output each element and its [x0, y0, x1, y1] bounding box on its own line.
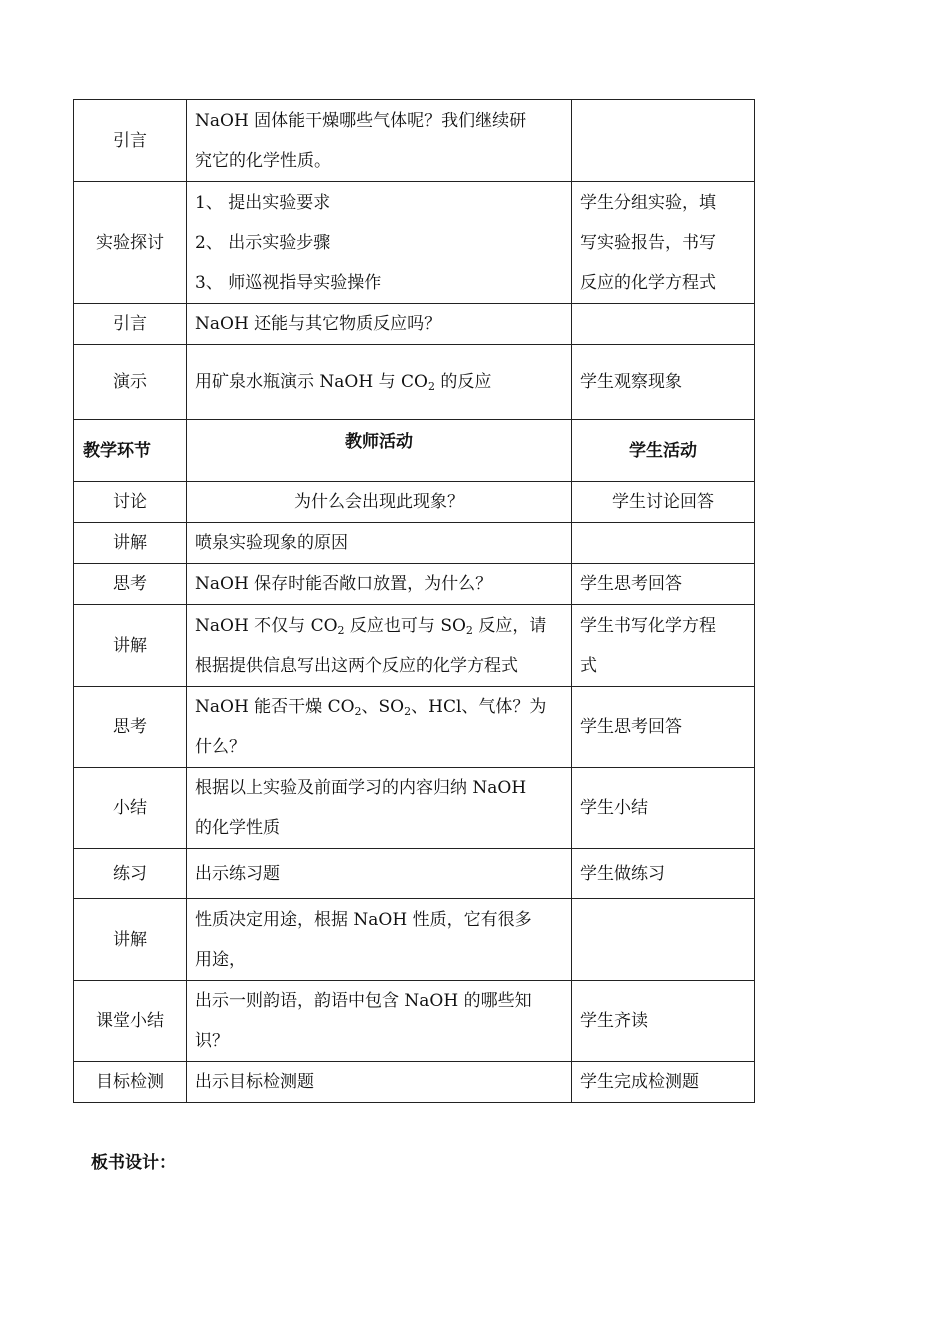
- teacher-activity-cell: [187, 345, 572, 420]
- table-row: [74, 564, 755, 605]
- stage-cell: 引言: [74, 304, 187, 345]
- teacher-activity-cell: [187, 605, 572, 687]
- teacher-activity-cell: NaOH 保存时能否敞口放置，为什么？: [187, 564, 572, 605]
- student-activity-line: 写实验报告，书写: [580, 232, 716, 253]
- stage-cell: 演示: [74, 345, 187, 420]
- teacher-activity-line: 出示一则韵语，韵语中包含 NaOH 的哪些知: [195, 991, 532, 1011]
- stage-cell: 实验探讨: [74, 182, 187, 304]
- teacher-activity-line: [195, 606, 563, 646]
- teacher-activity-cell: [187, 768, 572, 849]
- teacher-activity-line: 究它的化学性质。: [195, 150, 331, 171]
- teacher-activity-line: 3、 师巡视指导实验操作: [195, 272, 382, 293]
- table-row: [74, 687, 755, 768]
- subscript: 2: [354, 705, 362, 718]
- table-row: [74, 768, 755, 849]
- table-row: [74, 981, 755, 1062]
- subscript: 2: [404, 705, 412, 718]
- teacher-activity-cell: [187, 899, 572, 981]
- teacher-activity-line: 用途，: [195, 949, 246, 970]
- student-activity-line: 式: [580, 655, 597, 676]
- teacher-activity-line: 根据以上实验及前面学习的内容归纳 NaOH: [195, 778, 527, 798]
- student-activity-cell: [572, 182, 755, 304]
- stage-cell: 讲解: [74, 523, 187, 564]
- table-row: [74, 1062, 755, 1103]
- table-row: [74, 605, 755, 687]
- stage-cell: 引言: [74, 100, 187, 182]
- student-activity-cell: 学生齐读: [572, 981, 755, 1062]
- board-design-heading: 板书设计：: [91, 1153, 176, 1173]
- table-row: [74, 849, 755, 899]
- stage-cell: 讲解: [74, 899, 187, 981]
- teacher-activity-line: 2、 出示实验步骤: [195, 232, 331, 253]
- subscript: 2: [465, 623, 473, 637]
- stage-cell: 讲解: [74, 605, 187, 687]
- stage-cell: 目标检测: [74, 1062, 187, 1103]
- table-row: [74, 482, 755, 523]
- teacher-activity-line: 的化学性质: [195, 818, 280, 838]
- student-activity-cell: [572, 100, 755, 182]
- stage-cell: 练习: [74, 849, 187, 899]
- table-row: [74, 100, 755, 182]
- teacher-activity-line: [195, 687, 563, 727]
- table-row: [74, 899, 755, 981]
- student-activity-cell: 学生小结: [572, 768, 755, 849]
- student-activity-cell: [572, 605, 755, 687]
- stage-cell: 课堂小结: [74, 981, 187, 1062]
- teacher-activity-cell: [187, 687, 572, 768]
- stage-cell: 小结: [74, 768, 187, 849]
- teacher-activity-cell: [187, 981, 572, 1062]
- lesson-plan-table: [73, 99, 755, 1103]
- teacher-activity-cell: 为什么会出现此现象？: [187, 482, 572, 523]
- student-activity-cell: 学生思考回答: [572, 687, 755, 768]
- table-header-row: [74, 420, 755, 482]
- header-teacher-activity: 教师活动: [187, 420, 572, 482]
- stage-cell: 思考: [74, 564, 187, 605]
- student-activity-cell: [572, 899, 755, 981]
- teacher-activity-line: 识？: [195, 1031, 229, 1051]
- text-run: 、SO: [361, 697, 405, 717]
- text-run: 反应也可与 SO: [344, 615, 466, 636]
- student-activity-cell: 学生讨论回答: [572, 482, 755, 523]
- teacher-activity-cell: 出示练习题: [187, 849, 572, 899]
- teacher-activity-line: 根据提供信息写出这两个反应的化学方程式: [195, 655, 518, 676]
- text-run: NaOH 不仅与 CO: [195, 615, 338, 636]
- student-activity-cell: 学生观察现象: [572, 345, 755, 420]
- subscript: 2: [427, 380, 435, 393]
- text-run: NaOH 能否干燥 CO: [195, 697, 355, 717]
- text-run: 、HCl、气体？为: [411, 697, 547, 717]
- student-activity-cell: 学生做练习: [572, 849, 755, 899]
- teacher-activity-line: NaOH 固体能干燥哪些气体呢？我们继续研: [195, 110, 527, 131]
- student-activity-cell: [572, 523, 755, 564]
- student-activity-cell: [572, 304, 755, 345]
- subscript: 2: [337, 623, 345, 637]
- teacher-activity-line: 什么？: [195, 737, 246, 757]
- header-student-activity: 学生活动: [572, 420, 755, 482]
- text-run: 用矿泉水瓶演示 NaOH 与 CO: [195, 372, 428, 392]
- student-activity-cell: 学生思考回答: [572, 564, 755, 605]
- header-stage: 教学环节: [74, 420, 187, 482]
- table-row: [74, 345, 755, 420]
- table-row: [74, 182, 755, 304]
- text-run: 反应，请: [472, 615, 547, 636]
- teacher-activity-cell: NaOH 还能与其它物质反应吗？: [187, 304, 572, 345]
- teacher-activity-line: 性质决定用途，根据 NaOH 性质，它有很多: [195, 909, 532, 930]
- table-row: [74, 304, 755, 345]
- text-run: 的反应: [434, 372, 492, 392]
- teacher-activity-line: 1、 提出实验要求: [195, 192, 331, 213]
- student-activity-line: 学生分组实验，填: [580, 192, 716, 213]
- teacher-activity-cell: [187, 100, 572, 182]
- student-activity-line: 学生书写化学方程: [580, 615, 716, 636]
- teacher-activity-cell: 喷泉实验现象的原因: [187, 523, 572, 564]
- student-activity-cell: 学生完成检测题: [572, 1062, 755, 1103]
- stage-cell: 讨论: [74, 482, 187, 523]
- teacher-activity-cell: 出示目标检测题: [187, 1062, 572, 1103]
- stage-cell: 思考: [74, 687, 187, 768]
- student-activity-line: 反应的化学方程式: [580, 272, 716, 293]
- teacher-activity-cell: [187, 182, 572, 304]
- table-row: [74, 523, 755, 564]
